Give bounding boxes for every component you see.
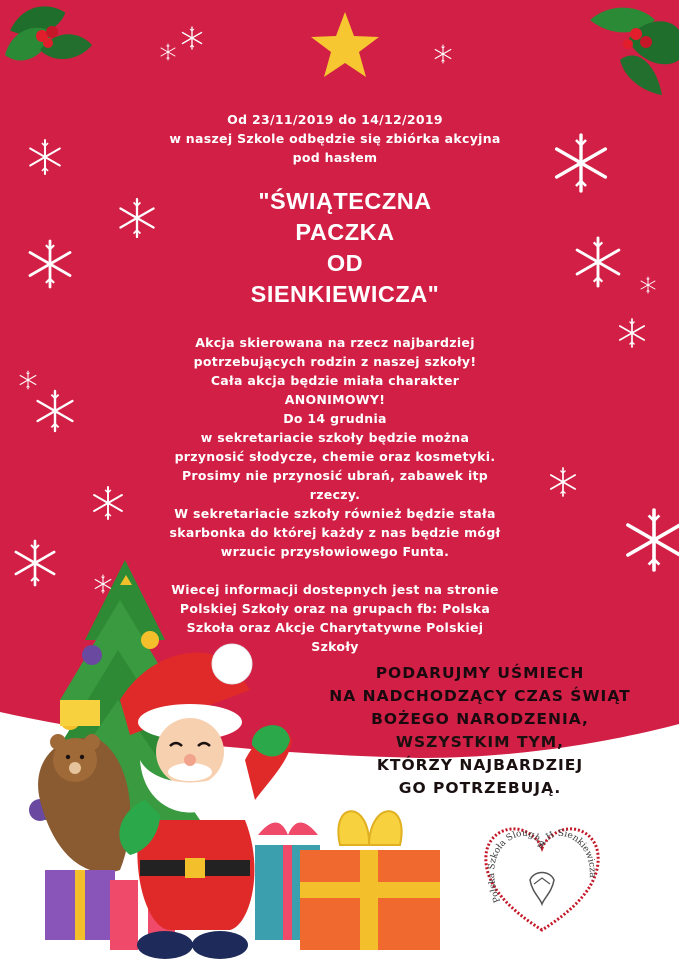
info-line: Polskiej Szkoły oraz na grupach fb: Polska — [179, 601, 491, 616]
snowflake-icon — [551, 468, 575, 496]
slogan-line: WSZYSTKIM TYM, — [395, 733, 565, 751]
snowflake-icon — [20, 371, 36, 389]
holly-icon — [590, 8, 679, 95]
snowflake-icon — [557, 135, 606, 191]
body-line: potrzebujących rodzin z naszej szkoły! — [193, 354, 477, 369]
star-icon — [311, 12, 379, 77]
body-line: przynosić słodycze, chemie oraz kosmetyki. — [174, 449, 496, 464]
body-line: W sekretariacie szkoły również będzie stała — [174, 506, 496, 521]
slogan-line: GO POTRZEBUJĄ. — [398, 779, 562, 797]
body-line: Prosimy nie przynosić ubrań, zabawek itp — [181, 468, 489, 483]
intro-announcement: w naszej Szkole odbędzie się zbiórka akcyjna — [169, 131, 501, 146]
campaign-title — [200, 186, 490, 310]
intro-dates: Od 23/11/2019 do 14/12/2019 — [227, 112, 443, 127]
body-line: rzeczy. — [309, 487, 361, 502]
snowflake-icon — [120, 199, 153, 237]
slogan-line: BOŻEGO NARODZENIA, — [371, 710, 589, 728]
paragraph-gap — [150, 561, 520, 580]
slogan — [300, 662, 660, 800]
info-line: Szkoła oraz Akcje Charytatywne Polskiej — [186, 620, 484, 635]
body-line: wrzucic przysłowiowego Funta. — [220, 544, 450, 559]
title-line: OD — [326, 250, 364, 276]
title-line: PACZKA — [295, 219, 395, 245]
snowflake-icon — [182, 27, 201, 49]
snowflake-icon — [16, 541, 54, 585]
intro-text — [150, 110, 520, 167]
intro-motto: pod hasłem — [292, 150, 378, 165]
body-line: skarbonka do której każdy z nas będzie mógł — [169, 525, 501, 540]
snowflake-icon — [435, 45, 451, 63]
snowflake-icon — [641, 277, 655, 293]
body-line: Do 14 grudnia — [283, 411, 387, 426]
snowflake-icon — [94, 487, 122, 519]
body-line: w sekretariacie szkoły będzie można — [200, 430, 470, 445]
seal-text: Polska Szkoła Slough im H Sienkiewicza — [487, 828, 597, 904]
title-line: "ŚWIĄTECZNA — [258, 188, 432, 214]
title-line: SIENKIEWICZA" — [250, 281, 440, 307]
holly-icon — [5, 0, 92, 61]
snowflake-icon — [95, 575, 111, 593]
snowflake-icon — [628, 510, 679, 570]
info-line: Szkoły — [311, 639, 359, 654]
snowflake-icon — [30, 140, 60, 174]
body-line: Akcja skierowana na rzecz najbardziej — [195, 335, 475, 350]
campaign-description — [150, 333, 520, 656]
heart-seal-icon — [472, 810, 612, 950]
slogan-line: KTÓRZY NAJBARDZIEJ — [376, 756, 584, 774]
snowflake-icon — [577, 238, 619, 286]
snowflake-icon — [161, 44, 175, 60]
body-line: ANONIMOWY! — [284, 392, 386, 407]
info-line: Wiecej informacji dostepnych jest na stronie — [171, 582, 499, 597]
slogan-line: PODARUJMY UŚMIECH — [375, 664, 585, 682]
snowflake-icon — [30, 241, 70, 287]
snowflake-icon — [620, 319, 644, 347]
body-line: Cała akcja będzie miała charakter — [210, 373, 460, 388]
slogan-line: NA NADCHODZĄCY CZAS ŚWIĄT — [329, 687, 631, 705]
snowflake-icon — [38, 391, 73, 431]
svg-text:Polska Szkoła Slough im H Sien — [487, 829, 597, 904]
